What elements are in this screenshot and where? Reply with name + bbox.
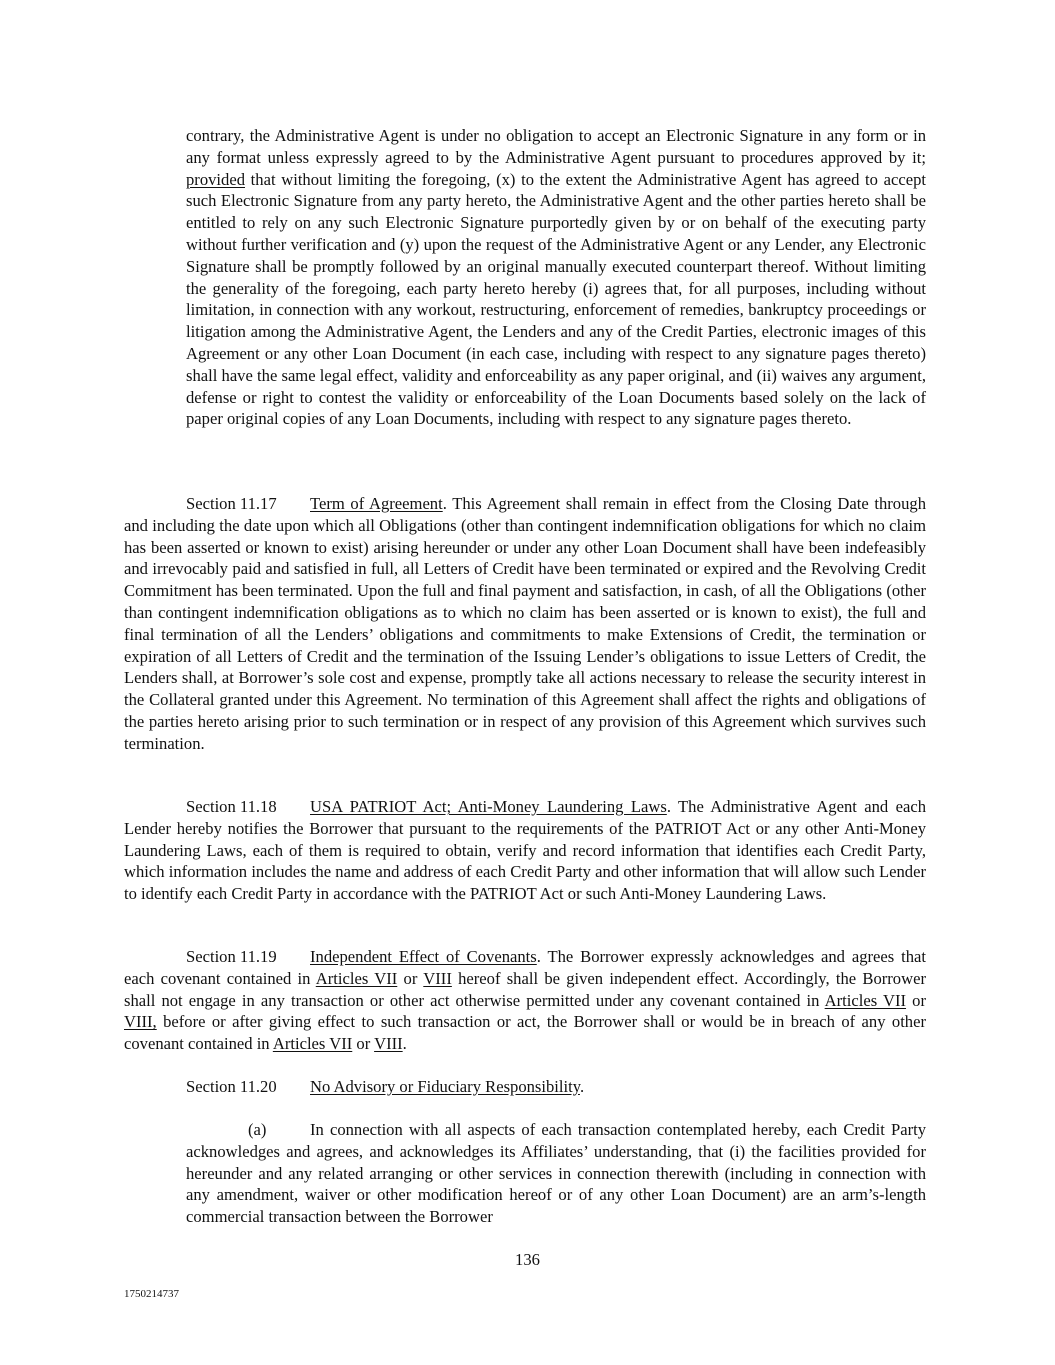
paragraph-label: (a): [248, 1120, 267, 1139]
document-id: 1750214737: [124, 1288, 179, 1300]
section-number: Section 11.20: [186, 1077, 277, 1096]
section-heading: No Advisory or Fiduciary Responsibility: [310, 1077, 580, 1096]
cross-reference: VIII,: [124, 1012, 157, 1032]
provided-term: provided: [186, 169, 245, 189]
section-number: Section 11.18: [186, 797, 277, 816]
cross-reference: Articles VII: [315, 968, 398, 988]
cross-reference: VIII: [423, 968, 452, 988]
cross-reference: VIII: [374, 1034, 403, 1054]
section-11-18: Section 11.18 USA PATRIOT Act; Anti-Money Laundering Laws. The Administrative Agent and each Lender hereby notifies the Borrower that pursuant to the requirements of the PATRIOT Act or any other Anti-Money Laundering Laws, each of them is required to obtain, verify and record information that identifies each Credit Party, which information includes the name and address of each Credit Party and other information that will allow such Lender to identify each Credit Party in accordance with the PATRIOT Act or such Anti-Money Laundering Laws.: [124, 797, 926, 904]
page-number: 136: [515, 1250, 540, 1269]
section-11-20: Section 11.20 No Advisory or Fiduciary Responsibility.: [186, 1077, 585, 1096]
paragraph-a: (a) In connection with all aspects of each transaction contemplated hereby, each Credit Party acknowledges and agrees, and acknowledges its Affiliates’ understanding, that (i) the facilities provided for hereunder and any related arranging or other services in connection therewith (including in connection with any amendment, waiver or other modification hereof or of any other Loan Document) are an arm’s-length commercial transaction between the Borrower: [186, 1120, 926, 1227]
cross-reference: Articles VII: [272, 1034, 353, 1054]
cross-reference: Articles VII: [824, 990, 907, 1010]
section-11-19: Section 11.19 Independent Effect of Covenants. The Borrower expressly acknowledges and agrees that each covenant contained in Articles VII or VIII hereof shall be given independent effect. Accordingly, the Borrower shall not engage in any transaction or other act otherwise permitted under any covenant contained in Articles VII or VIII, before or after giving effect to such transaction or act, the Borrower shall or would be in breach of any other covenant contained in Articles VII or VIII.: [124, 947, 926, 1054]
section-heading: Independent Effect of Covenants: [310, 947, 537, 966]
electronic-signature-paragraph: contrary, the Administrative Agent is under no obligation to accept an Electronic Signature in any form or in any format unless expressly agreed to by the Administrative Agent pursuant to procedures approved by it; provided that without limiting the foregoing, (x) to the extent the Administrative Agent has agreed to accept such Electronic Signature from any party hereto, the Administrative Agent and the other parties hereto shall be entitled to rely on any such Electronic Signature purportedly given by or on behalf of the executing party without further verification and (y) upon the request of the Administrative Agent or any Lender, any Electronic Signature shall be promptly followed by an original manually executed counterpart thereof. Without limiting the generality of the foregoing, each party hereto hereby (i) agrees that, for all purposes, including without limitation, in connection with any workout, restructuring, enforcement of remedies, bankruptcy proceedings or litigation among the Administrative Agent, the Lenders and any of the Credit Parties, electronic images of this Agreement or any other Loan Document (in each case, including with respect to any signature pages thereto) shall have the same legal effect, validity and enforceability as any paper original, and (ii) waives any argument, defense or right to contest the validity or enforceability of the Loan Documents based solely on the lack of paper original copies of any Loan Documents, including with respect to any signature pages thereto.: [186, 126, 926, 429]
section-number: Section 11.17: [186, 494, 277, 513]
section-11-17: Section 11.17 Term of Agreement. This Agreement shall remain in effect from the Closing Date through and including the date upon which all Obligations (other than contingent indemnification obligations for which no claim has been asserted or known to exist) arising hereunder or under any other Loan Document shall have been indefeasibly and irrevocably paid and satisfied in full, all Letters of Credit have been terminated or expired and the Revolving Credit Commitment has been terminated. Upon the full and final payment and satisfaction, in cash, of all the Obligations (other than contingent indemnification obligations as to which no claim has been asserted or is known to exist), the full and final termination of all the Lenders’ obligations and commitments to make Extensions of Credit, the termination or expiration of all Letters of Credit and the termination of the Issuing Lender’s obligations to issue Letters of Credit, the Lenders shall, at Borrower’s sole cost and expense, promptly take all actions necessary to release the security interest in the Collateral granted under this Agreement. No termination of this Agreement shall affect the rights and obligations of the parties hereto arising prior to such termination or in respect of any provision of this Agreement which survives such termination.: [124, 494, 926, 753]
section-number: Section 11.19: [186, 947, 277, 966]
section-heading: Term of Agreement: [310, 494, 443, 513]
section-heading: USA PATRIOT Act; Anti-Money Laundering Laws: [310, 797, 667, 816]
